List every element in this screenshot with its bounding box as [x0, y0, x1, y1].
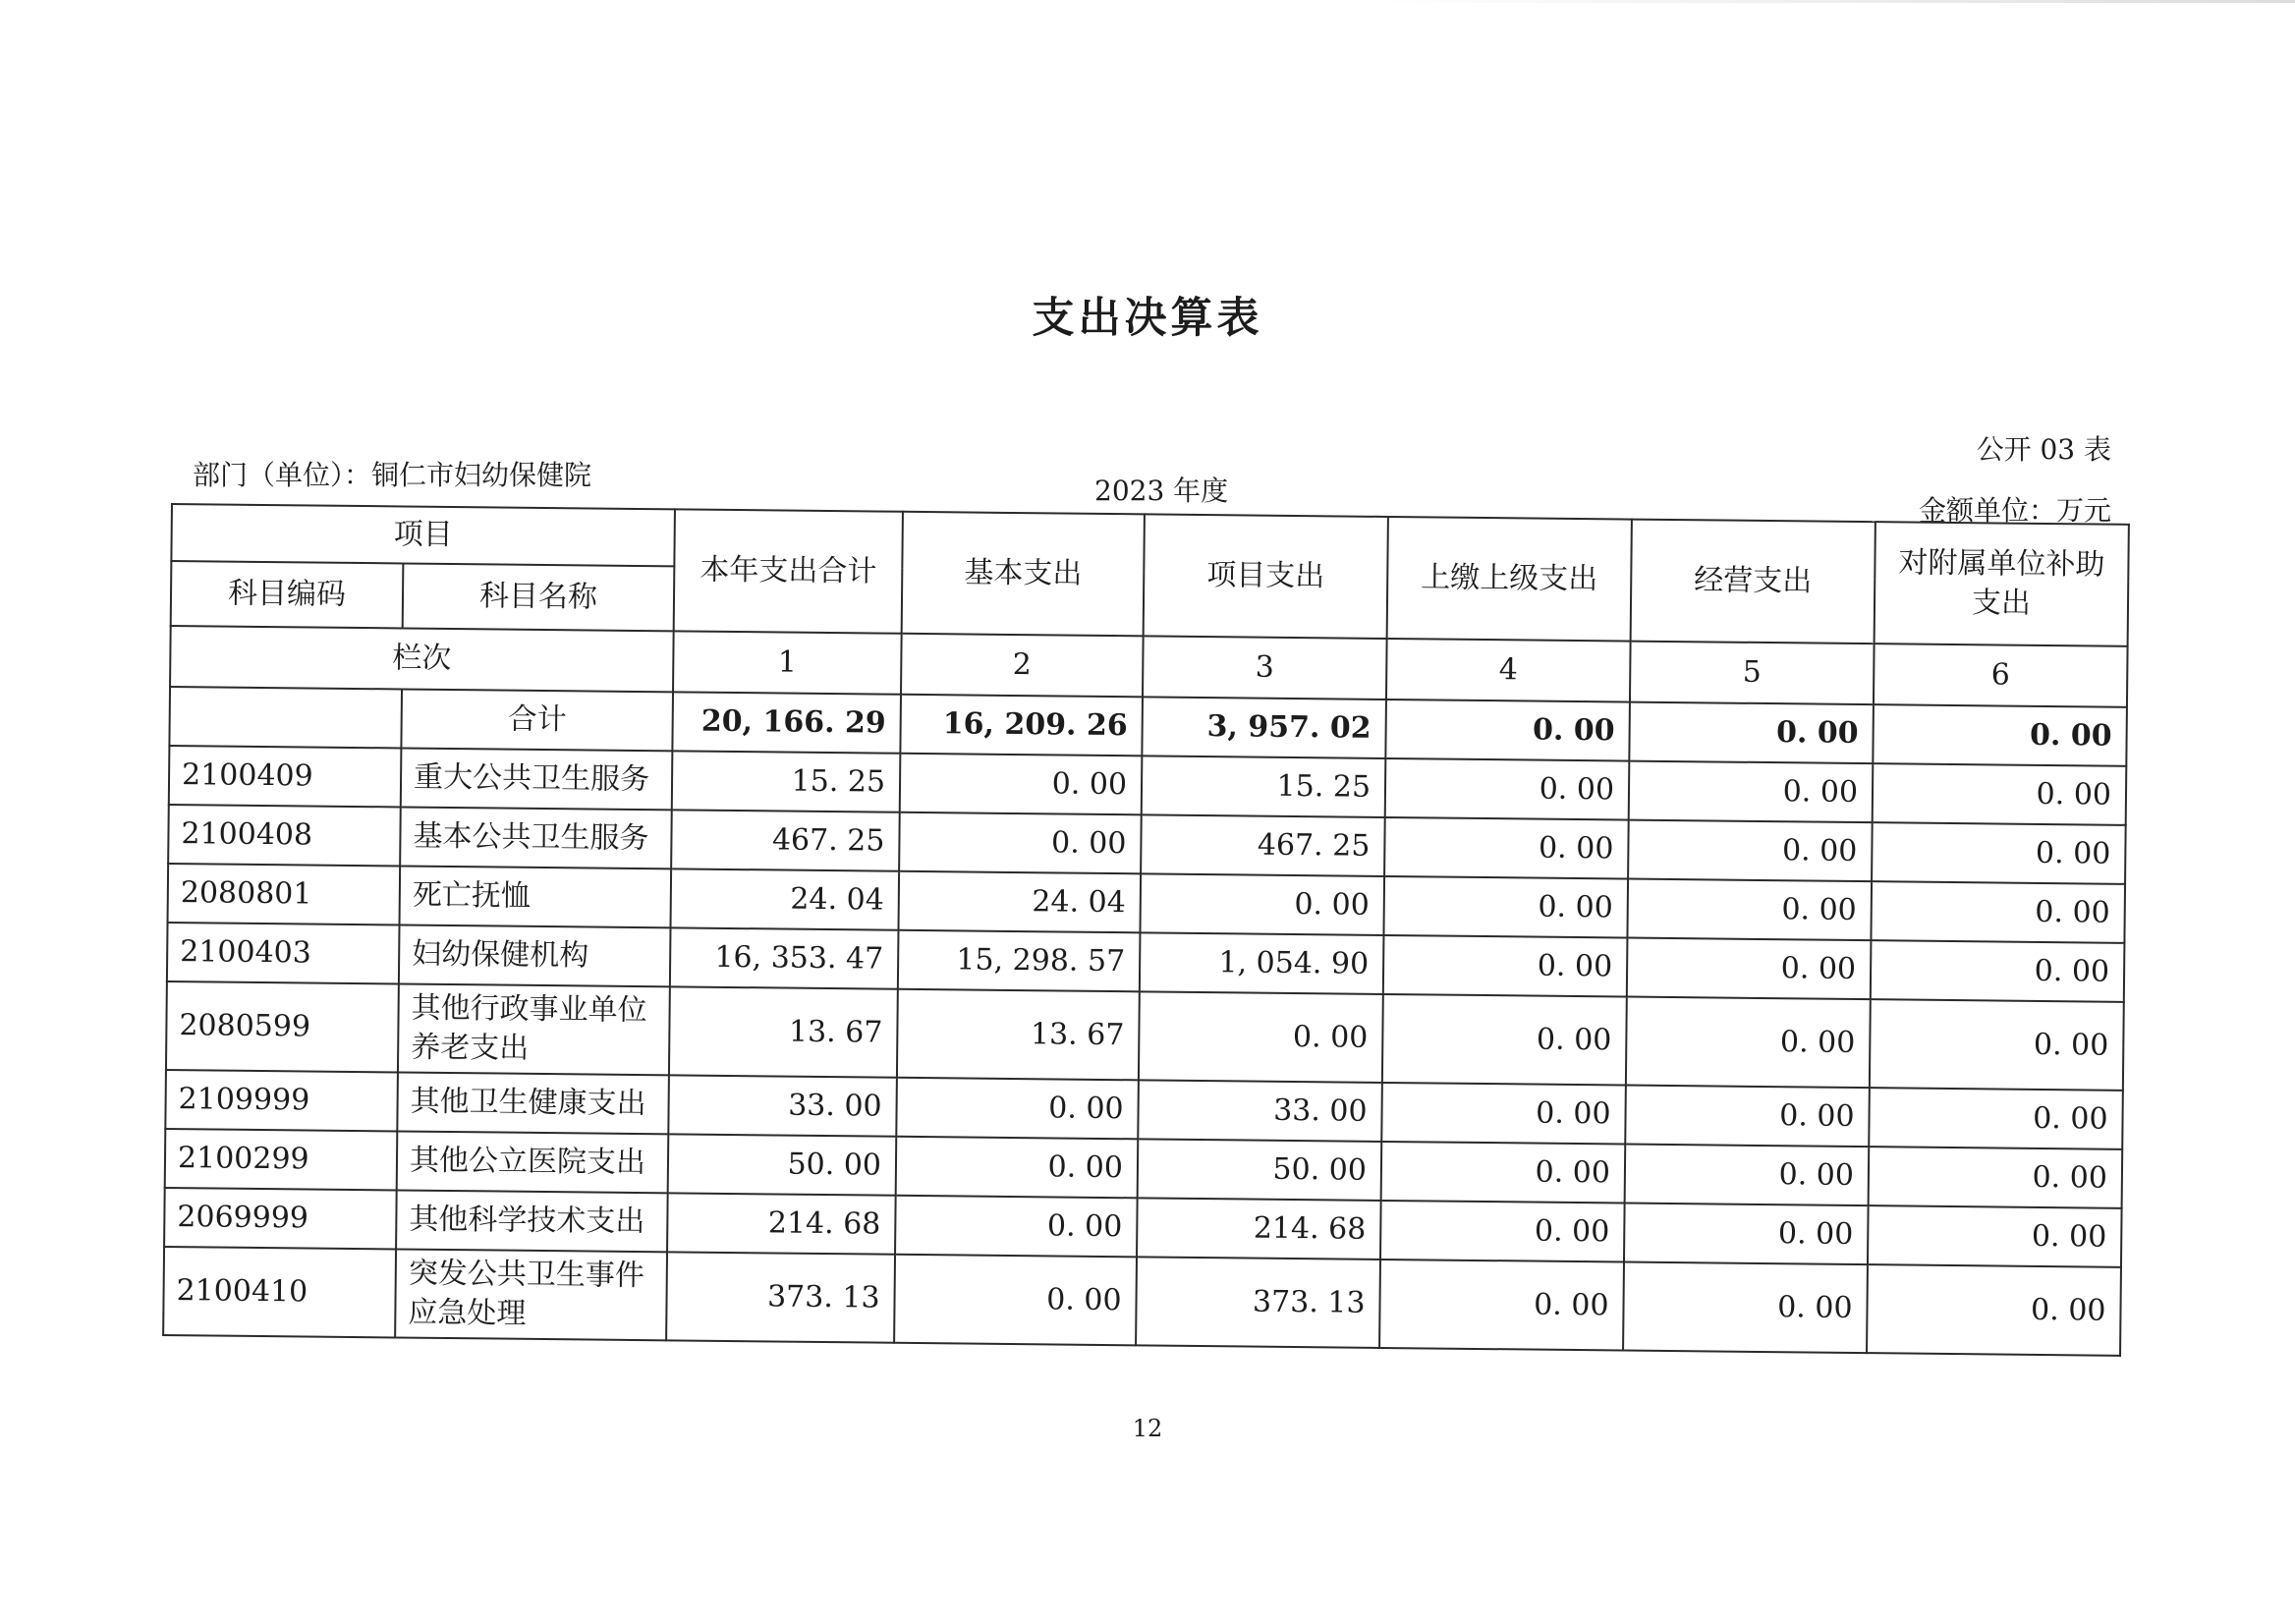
row-value: 0. 00 — [1871, 881, 2125, 943]
row-value: 0. 00 — [1625, 1145, 1870, 1206]
row-value: 467. 25 — [1141, 814, 1385, 876]
row-value: 214. 68 — [667, 1193, 896, 1254]
row-value: 0. 00 — [1384, 817, 1629, 879]
header-col-5: 经营支出 — [1631, 520, 1875, 644]
row-value: 0. 00 — [1628, 820, 1873, 882]
row-code: 2080801 — [168, 864, 401, 924]
row-value: 0. 00 — [895, 1196, 1138, 1258]
row-value: 0. 00 — [1867, 1264, 2121, 1356]
row-value: 0. 00 — [1624, 1204, 1869, 1265]
row-value: 373. 13 — [1136, 1257, 1380, 1348]
header-col-3: 项目支出 — [1144, 514, 1388, 639]
header-col-4: 上缴上级支出 — [1387, 517, 1632, 642]
row-value: 0. 00 — [894, 1255, 1137, 1346]
page-title: 支出决算表 — [1032, 294, 1263, 343]
row-value: 0. 00 — [1868, 1205, 2122, 1267]
row-value: 0. 00 — [1627, 879, 1872, 941]
row-value: 0. 00 — [1381, 1083, 1626, 1145]
row-value: 0. 00 — [1383, 876, 1628, 938]
row-code: 2100408 — [168, 805, 401, 866]
row-value: 0. 00 — [1869, 1147, 2123, 1208]
row-name: 基本公共卫生服务 — [400, 807, 672, 868]
header-code: 科目编码 — [171, 561, 404, 628]
row-name: 突发公共卫生事件应急处理 — [395, 1249, 667, 1340]
department-label: 部门（单位）：铜仁市妇幼保健院 — [193, 459, 592, 491]
row-value: 0. 00 — [1869, 1088, 2123, 1149]
row-value: 16, 353. 47 — [670, 927, 899, 988]
row-value: 0. 00 — [1379, 1260, 1624, 1351]
row-name: 重大公共卫生服务 — [401, 748, 673, 810]
row-value: 0. 00 — [1625, 1086, 1870, 1148]
total-value: 0. 00 — [1385, 700, 1630, 761]
row-value: 24. 04 — [671, 868, 900, 929]
row-value: 24. 04 — [898, 871, 1141, 933]
amount-unit: 金额单位：万元 — [1918, 494, 2111, 527]
row-value: 0. 00 — [1629, 761, 1874, 823]
row-value: 50. 00 — [668, 1134, 897, 1195]
row-code: 2080599 — [166, 981, 399, 1072]
header-col-index: 栏次 — [170, 626, 674, 692]
row-value: 0. 00 — [1382, 994, 1627, 1086]
row-value: 0. 00 — [896, 1078, 1139, 1140]
row-code: 2109999 — [165, 1070, 398, 1131]
row-value: 0. 00 — [1870, 999, 2124, 1091]
row-value: 0. 00 — [1383, 935, 1628, 997]
total-label: 合计 — [401, 689, 673, 751]
row-code: 2100409 — [169, 746, 402, 807]
row-value: 0. 00 — [900, 754, 1143, 815]
row-value: 0. 00 — [1623, 1262, 1868, 1354]
fiscal-year: 2023 年度 — [1094, 475, 1229, 507]
row-value: 33. 00 — [1138, 1080, 1382, 1142]
row-value: 0. 00 — [1627, 938, 1872, 1000]
row-value: 0. 00 — [1139, 991, 1383, 1083]
row-value: 33. 00 — [668, 1075, 897, 1136]
col-index-4: 4 — [1386, 639, 1631, 702]
row-name: 其他卫生健康支出 — [397, 1072, 669, 1134]
col-index-3: 3 — [1143, 636, 1387, 700]
total-value: 3, 957. 02 — [1142, 697, 1386, 758]
row-value: 15. 25 — [1142, 756, 1386, 817]
row-value: 0. 00 — [899, 812, 1142, 874]
row-name: 其他科学技术支出 — [396, 1190, 668, 1252]
total-value: 20, 166. 29 — [672, 692, 901, 753]
row-value: 0. 00 — [1871, 940, 2125, 1002]
row-value: 0. 00 — [1380, 1201, 1625, 1262]
expenditure-table — [162, 503, 2130, 1357]
header-col-2: 基本支出 — [902, 512, 1145, 637]
row-value: 13. 67 — [669, 986, 898, 1077]
col-index-6: 6 — [1874, 644, 2128, 707]
row-value: 0. 00 — [1381, 1142, 1626, 1204]
header-name: 科目名称 — [403, 563, 675, 631]
row-value: 15. 25 — [672, 751, 901, 812]
row-value: 15, 298. 57 — [898, 930, 1141, 992]
row-value: 13. 67 — [897, 989, 1140, 1081]
col-index-5: 5 — [1630, 642, 1875, 705]
row-value: 0. 00 — [1626, 997, 1871, 1089]
header-col-6: 对附属单位补助支出 — [1875, 522, 2129, 646]
col-index-1: 1 — [673, 631, 902, 694]
row-code: 2100410 — [163, 1247, 396, 1337]
table-number: 公开 03 表 — [1976, 433, 2111, 466]
total-code-cell — [169, 687, 402, 748]
row-value: 0. 00 — [1872, 822, 2126, 884]
row-name: 其他行政事业单位养老支出 — [398, 983, 670, 1075]
row-code: 2100299 — [165, 1129, 398, 1190]
row-value: 0. 00 — [896, 1137, 1139, 1199]
total-value: 0. 00 — [1629, 702, 1874, 764]
header-item: 项目 — [171, 504, 675, 566]
header-col-1: 本年支出合计 — [674, 509, 903, 633]
total-value: 0. 00 — [1873, 704, 2127, 766]
row-value: 50. 00 — [1138, 1139, 1382, 1201]
row-name: 其他公立医院支出 — [397, 1131, 669, 1193]
row-name: 妇幼保健机构 — [399, 924, 671, 986]
row-value: 0. 00 — [1140, 873, 1384, 935]
scan-edge — [1375, 0, 2295, 3]
row-value: 1, 054. 90 — [1140, 932, 1384, 994]
row-code: 2100403 — [167, 923, 400, 983]
col-index-2: 2 — [901, 634, 1144, 698]
expenditure-table-wrapper — [162, 503, 2128, 1357]
total-value: 16, 209. 26 — [900, 695, 1143, 756]
row-value: 0. 00 — [1873, 763, 2127, 825]
row-value: 373. 13 — [666, 1252, 895, 1342]
row-value: 0. 00 — [1385, 758, 1630, 820]
row-code: 2069999 — [164, 1188, 397, 1249]
row-name: 死亡抚恤 — [400, 866, 672, 927]
page-number: 12 — [1132, 1415, 1163, 1442]
row-value: 467. 25 — [671, 810, 900, 870]
row-value: 214. 68 — [1137, 1198, 1381, 1260]
